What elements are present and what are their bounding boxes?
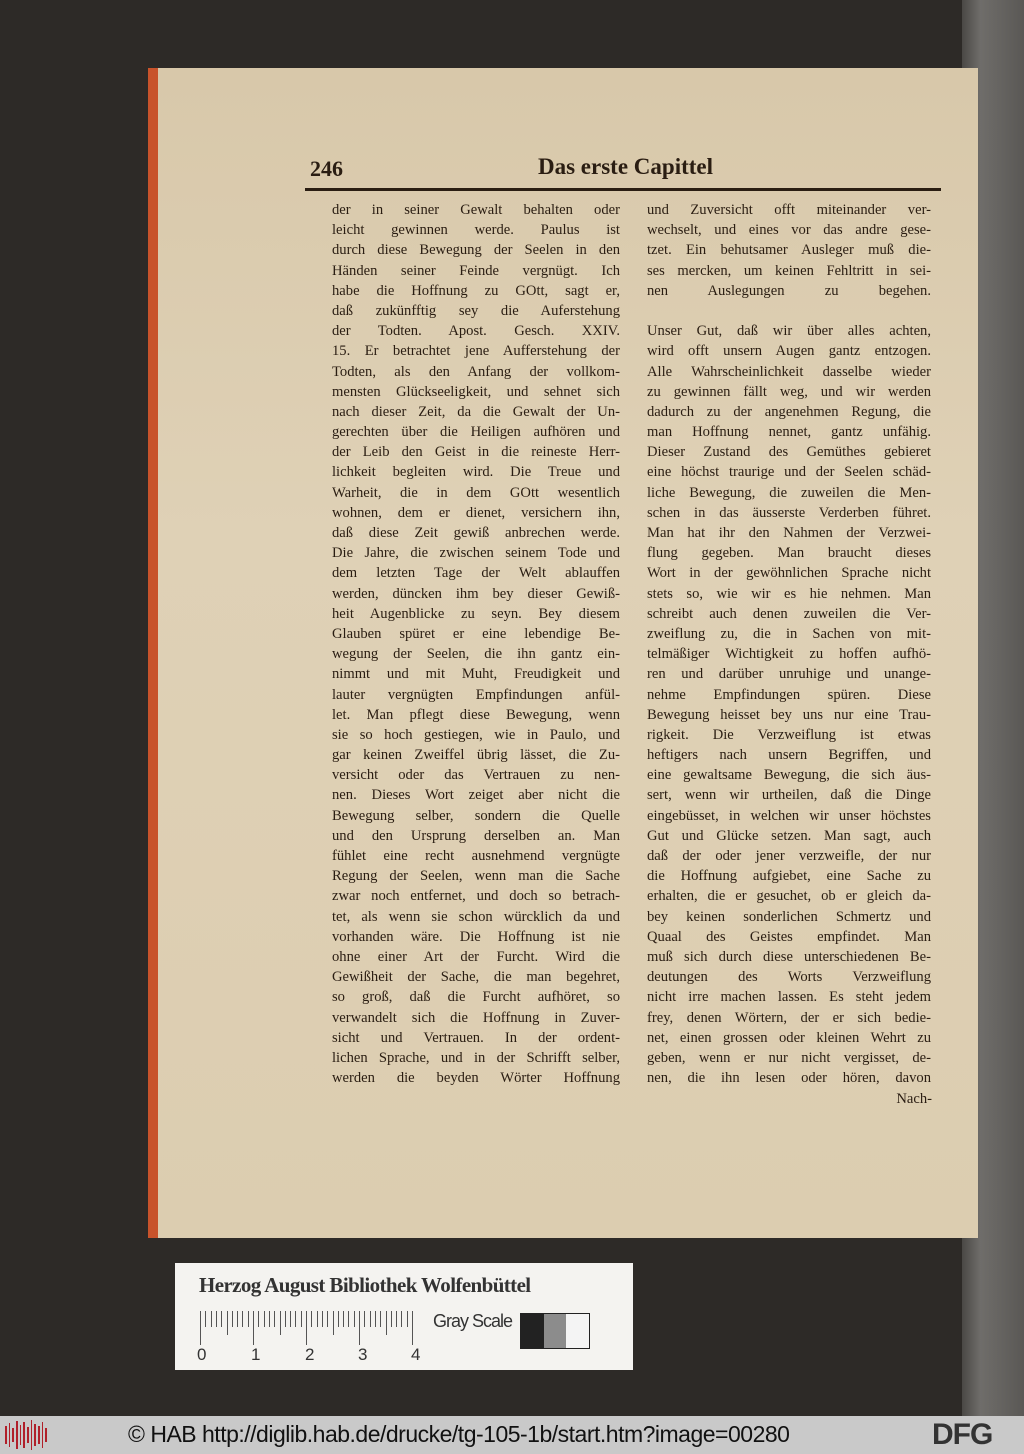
- gray-patch: [521, 1314, 544, 1348]
- text-line: liche Bewegung, die zuweilen die Men-: [647, 484, 931, 501]
- ruler-tick: [333, 1311, 334, 1335]
- ruler-tick: [306, 1311, 307, 1345]
- paragraph-gap: [647, 301, 931, 321]
- ruler-tick: [295, 1311, 296, 1327]
- text-line: verwandelt sich die Hoffnung in Zuver-: [332, 1009, 620, 1026]
- credit-link[interactable]: © HAB http://diglib.hab.de/drucke/tg-105-1b/start.htm?image=00280: [128, 1421, 790, 1447]
- ruler-tick: [391, 1311, 392, 1327]
- text-line: daß diese Zeit gewiß anbrechen werde.: [332, 525, 620, 541]
- text-line: frey, denen Wörtern, der er sich bedie-: [647, 1009, 931, 1026]
- page-number: 246: [310, 156, 343, 181]
- text-line: und Zuversicht offt miteinander ver-: [647, 202, 931, 218]
- ruler-tick: [359, 1311, 360, 1345]
- text-line: vorhanden wäre. Die Hoffnung ist nie: [332, 928, 620, 945]
- catchword: Nach-: [896, 1091, 932, 1107]
- ruler-tick: [412, 1311, 413, 1345]
- text-line: daß zukünfftig sey die Auferstehung: [332, 302, 620, 319]
- ruler-tick: [317, 1311, 318, 1327]
- text-line: der Todten. Apost. Gesch. XXIV.: [332, 323, 620, 340]
- gray-scale-label: Gray Scale: [433, 1311, 513, 1331]
- ruler-tick: [232, 1311, 233, 1327]
- text-line: sie so hoch gestiegen, wie in Paulo, und: [332, 726, 620, 743]
- text-line: heit Augenblicke zu seyn. Bey diesem: [332, 605, 620, 622]
- logo-bar: [5, 1426, 7, 1444]
- text-line: nen, die ihn lesen oder hören, davon: [647, 1070, 931, 1087]
- ruler-tick: [237, 1311, 238, 1327]
- footer-bar: [0, 1416, 1024, 1454]
- ruler-tick: [364, 1311, 365, 1327]
- ruler-tick: [290, 1311, 291, 1327]
- ruler-tick: [221, 1311, 222, 1327]
- text-line: ses mercken, um keinen Fehltritt in sei-: [647, 262, 931, 279]
- text-line: die Hoffnung aufgiebet, eine Sache zu: [647, 868, 931, 885]
- ruler-tick: [354, 1311, 355, 1327]
- ruler-tick: [301, 1311, 302, 1327]
- logo-bar: [42, 1422, 44, 1448]
- logo-bar: [34, 1424, 36, 1446]
- ruler-number: 0: [197, 1345, 207, 1364]
- dfg-logo: DFG: [932, 1418, 993, 1451]
- text-line: versicht oder das Vertrauen zu nen-: [332, 767, 620, 784]
- text-line: man Hoffnung nennet, gantz unfähig.: [647, 424, 931, 441]
- text-line: ren und darüber unruhige und unange-: [647, 666, 931, 683]
- text-line: stets so, wie wir es hie nehmen. Man: [647, 585, 931, 602]
- ruler-tick: [211, 1311, 212, 1327]
- text-line: eine gewaltsame Bewegung, die sich äus-: [647, 767, 931, 784]
- text-line: tet, als wenn sie schon würcklich da und: [332, 908, 620, 925]
- text-line: der in seiner Gewalt behalten oder: [332, 202, 620, 218]
- ruler: [200, 1311, 416, 1345]
- text-line: eingebüsset, in welchen wir unser höchstes: [647, 807, 931, 824]
- text-line: Die Jahre, die zwischen seinem Tode und: [332, 545, 620, 562]
- text-line: Unser Gut, daß wir über alles achten,: [647, 323, 931, 340]
- hab-logo-icon: [5, 1420, 47, 1450]
- ruler-tick: [216, 1311, 217, 1327]
- ruler-number: 3: [358, 1345, 368, 1364]
- ruler-tick: [242, 1311, 243, 1327]
- ruler-tick: [269, 1311, 270, 1327]
- header-rule: [305, 188, 941, 191]
- text-line: bey keinen sonderlichen Schmertz und: [647, 908, 931, 925]
- ruler-tick: [401, 1311, 402, 1327]
- text-line: geben, wenn er nur nicht vergisset, de-: [647, 1049, 931, 1066]
- text-line: zu gewinnen fällt weg, und wir werden: [647, 383, 931, 400]
- calibration-card: [175, 1263, 633, 1370]
- text-line: habe die Hoffnung zu GOtt, sagt er,: [332, 282, 620, 299]
- text-line: wegung der Seelen, die ihn gantz ein-: [332, 646, 620, 663]
- ruler-tick: [200, 1311, 201, 1345]
- text-line: 15. Er betrachtet jene Aufferstehung der: [332, 343, 620, 360]
- text-line: wechselt, und eines vor das andre gese-: [647, 222, 931, 239]
- text-line: werden die beyden Wörter Hoffnung: [332, 1070, 620, 1087]
- ruler-tick: [258, 1311, 259, 1327]
- text-line: Glauben spüret er eine lebendige Be-: [332, 625, 620, 642]
- text-line: gerechten über die Heiligen aufhören und: [332, 424, 620, 441]
- ruler-number: 1: [251, 1345, 261, 1364]
- logo-bar: [31, 1420, 33, 1450]
- running-head: Das erste Capittel: [538, 154, 714, 179]
- text-line: deutungen des Worts Verzweiflung: [647, 969, 931, 986]
- ruler-tick: [407, 1311, 408, 1327]
- logo-bar: [23, 1422, 25, 1448]
- text-line: dadurch zu der angenehmen Regung, die: [647, 403, 931, 420]
- left-column: [332, 200, 620, 1088]
- ruler-tick: [248, 1311, 249, 1327]
- ruler-tick: [322, 1311, 323, 1327]
- ruler-tick: [348, 1311, 349, 1327]
- ruler-tick: [205, 1311, 206, 1327]
- ruler-tick: [264, 1311, 265, 1327]
- text-line: der Leib den Geist in die reineste Herr-: [332, 444, 620, 461]
- text-line: wohnen, dem er dienet, versichern ihn,: [332, 504, 620, 521]
- right-column: [647, 200, 931, 1088]
- logo-bar: [38, 1426, 40, 1444]
- text-line: erhalten, die er gesuchet, ob er gleich da-: [647, 888, 931, 905]
- logo-bar: [20, 1425, 22, 1445]
- logo-bar: [16, 1421, 18, 1449]
- text-line: gar keinen Zweiffel übrig lässet, die Zu-: [332, 747, 620, 764]
- text-line: daß der oder jener verzweifle, der nur: [647, 848, 931, 864]
- page-edge: [148, 68, 158, 1238]
- text-line: so groß, daß die Furcht aufhöret, so: [332, 989, 620, 1006]
- ruler-tick: [386, 1311, 387, 1335]
- text-line: sert, wenn wir urtheilen, daß die Dinge: [647, 787, 931, 804]
- text-line: Man hat ihr den Nahmen der Verzwei-: [647, 525, 931, 541]
- text-line: werden, düncken ihm bey dieser Gewiß-: [332, 585, 620, 602]
- text-line: Gewißheit der Sache, die man begehret,: [332, 969, 620, 986]
- ruler-tick: [253, 1311, 254, 1345]
- ruler-tick: [285, 1311, 286, 1327]
- gray-scale-swatch: [520, 1313, 590, 1349]
- ruler-number: 2: [305, 1345, 315, 1364]
- ruler-tick: [396, 1311, 397, 1327]
- text-line: Alle Wahrscheinlichkeit dasselbe wieder: [647, 363, 931, 380]
- text-line: muß sich durch diese unterschiedenen Be-: [647, 948, 931, 965]
- text-line: Todten, als den Anfang der vollkom-: [332, 363, 620, 380]
- ruler-tick: [375, 1311, 376, 1327]
- text-line: schen in das äusserste Verderben führet.: [647, 504, 931, 521]
- text-line: Gut und Glücke setzen. Man sagt, auch: [647, 827, 931, 844]
- ruler-tick: [280, 1311, 281, 1335]
- text-line: Bewegung selber, sondern die Quelle: [332, 807, 620, 824]
- text-line: dem letzten Tage der Welt ablauffen: [332, 565, 620, 582]
- text-line: zweiflung zu, die in Sachen von mit-: [647, 625, 931, 642]
- text-line: heftigers nach unsern Begriffen, und: [647, 747, 931, 764]
- text-line: fühlet eine recht ausnehmend vergnügte: [332, 848, 620, 864]
- text-line: nimmt und mit Muht, Freudigkeit und: [332, 666, 620, 683]
- text-line: nen. Dieses Wort zeiget aber nicht die: [332, 787, 620, 804]
- ruler-tick: [227, 1311, 228, 1335]
- text-line: lichkeit begleiten wird. Die Treue und: [332, 464, 620, 481]
- text-line: nen Auslegungen zu begehen.: [647, 282, 931, 299]
- ruler-tick: [338, 1311, 339, 1327]
- text-line: zwar noch entfernet, und doch so betrach-: [332, 888, 620, 905]
- text-line: Dieser Zustand des Gemüthes gebieret: [647, 444, 931, 461]
- text-line: leicht gewinnen werde. Paulus ist: [332, 222, 620, 239]
- text-line: durch diese Bewegung der Seelen in den: [332, 242, 620, 259]
- text-line: Warheit, die in dem GOtt wesentlich: [332, 484, 620, 501]
- text-line: eine höchst traurige und der Seelen schäd-: [647, 464, 931, 481]
- text-line: flung gegeben. Man braucht dieses: [647, 545, 931, 562]
- text-line: Regung der Seelen, wenn man die Sache: [332, 868, 620, 885]
- text-line: rigkeit. Die Verzweiflung ist etwas: [647, 726, 931, 743]
- text-line: sicht und Vertrauen. In der ordent-: [332, 1029, 620, 1046]
- ruler-tick: [311, 1311, 312, 1327]
- ruler-tick: [274, 1311, 275, 1327]
- text-line: schreibt auch denen zuweilen die Ver-: [647, 605, 931, 622]
- text-line: telmäßiger Wichtigkeit zu hoffen aufhö-: [647, 646, 931, 663]
- text-line: nach dieser Zeit, da die Gewalt der Un-: [332, 403, 620, 420]
- text-line: wird offt unsern Augen gantz entzogen.: [647, 343, 931, 360]
- text-line: ohne einer Art der Furcht. Wird die: [332, 948, 620, 965]
- text-line: tzet. Ein behutsamer Ausleger muß die-: [647, 242, 931, 259]
- logo-bar: [45, 1428, 47, 1442]
- text-line: Bewegung heisset bey uns nur eine Trau-: [647, 706, 931, 723]
- logo-bar: [27, 1427, 29, 1443]
- text-line: lichen Sprache, und in der Schrifft selber,: [332, 1049, 620, 1066]
- gray-patch: [544, 1314, 567, 1348]
- text-line: nicht irre machen lassen. Es steht jedem: [647, 989, 931, 1006]
- text-line: Quaal des Geistes empfindet. Man: [647, 928, 931, 945]
- text-line: und den Ursprung derselben an. Man: [332, 827, 620, 844]
- ruler-tick: [327, 1311, 328, 1327]
- ruler-tick: [370, 1311, 371, 1327]
- logo-bar: [9, 1423, 11, 1447]
- ruler-tick: [380, 1311, 381, 1327]
- text-line: Händen seiner Feinde vergnügt. Ich: [332, 262, 620, 279]
- logo-bar: [12, 1428, 14, 1442]
- text-line: mensten Glückseeligkeit, und sehnet sich: [332, 383, 620, 400]
- ruler-tick: [343, 1311, 344, 1327]
- text-line: Wort in der gewöhnlichen Sprache nicht: [647, 565, 931, 582]
- text-line: let. Man pflegt diese Bewegung, wenn: [332, 706, 620, 723]
- gray-patch: [566, 1314, 589, 1348]
- text-line: net, einen grossen oder kleinen Wehrt zu: [647, 1029, 931, 1046]
- ruler-number: 4: [411, 1345, 421, 1364]
- card-title: Herzog August Bibliothek Wolfenbüttel: [199, 1273, 531, 1297]
- text-line: lauter vergnügten Empfindungen anfül-: [332, 686, 620, 703]
- text-line: nehme Empfindungen spüren. Diese: [647, 686, 931, 703]
